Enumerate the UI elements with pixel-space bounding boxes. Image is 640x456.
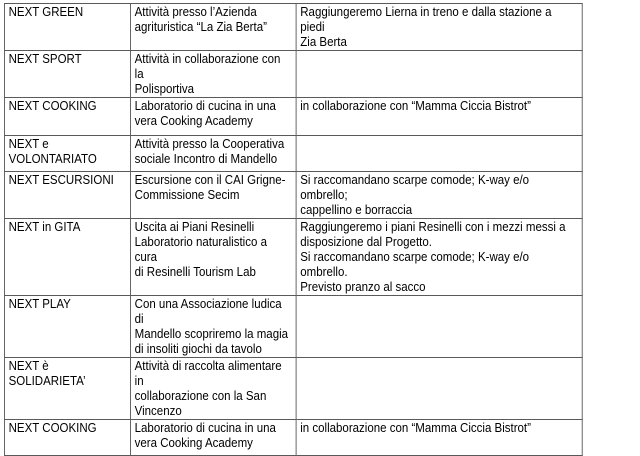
activity-name-cell: NEXT e VOLONTARIATO xyxy=(4,136,130,172)
activity-description-cell: Attività presso la Cooperativa sociale Incontro di Mandello xyxy=(131,136,297,172)
table-row xyxy=(4,98,582,136)
table-row xyxy=(4,358,582,420)
table-row xyxy=(4,420,582,456)
activity-notes-cell: Raggiungeremo i piani Resinelli con i mezzi messi a disposizione dal Progetto. Si raccomandano scarpe comode; K-way e/o ombrello. Previsto pranzo al sacco xyxy=(296,219,582,296)
activity-name-cell: NEXT COOKING xyxy=(4,98,130,136)
activity-name-cell: NEXT ESCURSIONI xyxy=(4,172,130,219)
activity-description-cell: Attività in collaborazione con la Polisportiva xyxy=(131,51,297,98)
activities-table xyxy=(4,3,583,456)
activity-description-cell: Escursione con il CAI Grigne- Commissione Secim xyxy=(131,172,297,219)
activity-name-cell: NEXT in GITA xyxy=(4,219,130,296)
activity-notes-cell: Raggiungeremo Lierna in treno e dalla stazione a piedi Zia Berta xyxy=(296,4,582,51)
activity-name-cell: NEXT GREEN xyxy=(4,4,130,51)
activity-name-cell: NEXT è SOLIDARIETA’ xyxy=(4,358,130,420)
activity-notes-cell xyxy=(296,51,582,98)
activity-description-cell: Uscita ai Piani Resinelli Laboratorio naturalistico a cura di Resinelli Tourism Lab xyxy=(131,219,297,296)
activity-notes-cell: in collaborazione con “Mamma Ciccia Bistrot” xyxy=(296,420,582,456)
table-row xyxy=(4,296,582,358)
table-row xyxy=(4,51,582,98)
table-row xyxy=(4,219,582,296)
table-row xyxy=(4,172,582,219)
activity-description-cell: Laboratorio di cucina in una vera Cooking Academy xyxy=(131,98,297,136)
activity-name-cell: NEXT PLAY xyxy=(4,296,130,358)
activity-description-cell: Con una Associazione ludica di Mandello scopriremo la magia di insoliti giochi da tavolo xyxy=(131,296,297,358)
activity-name-cell: NEXT COOKING xyxy=(4,420,130,456)
activity-notes-cell xyxy=(296,296,582,358)
activity-notes-cell xyxy=(296,358,582,420)
activity-notes-cell: in collaborazione con “Mamma Ciccia Bistrot” xyxy=(296,98,582,136)
activity-name-cell: NEXT SPORT xyxy=(4,51,130,98)
table-row xyxy=(4,4,582,51)
table-row xyxy=(4,136,582,172)
activity-notes-cell: Si raccomandano scarpe comode; K-way e/o ombrello; cappellino e borraccia xyxy=(296,172,582,219)
activity-description-cell: Laboratorio di cucina in una vera Cooking Academy xyxy=(131,420,297,456)
activity-description-cell: Attività presso l’Azienda agrituristica “La Zia Berta” xyxy=(131,4,297,51)
activity-description-cell: Attività di raccolta alimentare in collaborazione con la San Vincenzo xyxy=(131,358,297,420)
activity-notes-cell xyxy=(296,136,582,172)
